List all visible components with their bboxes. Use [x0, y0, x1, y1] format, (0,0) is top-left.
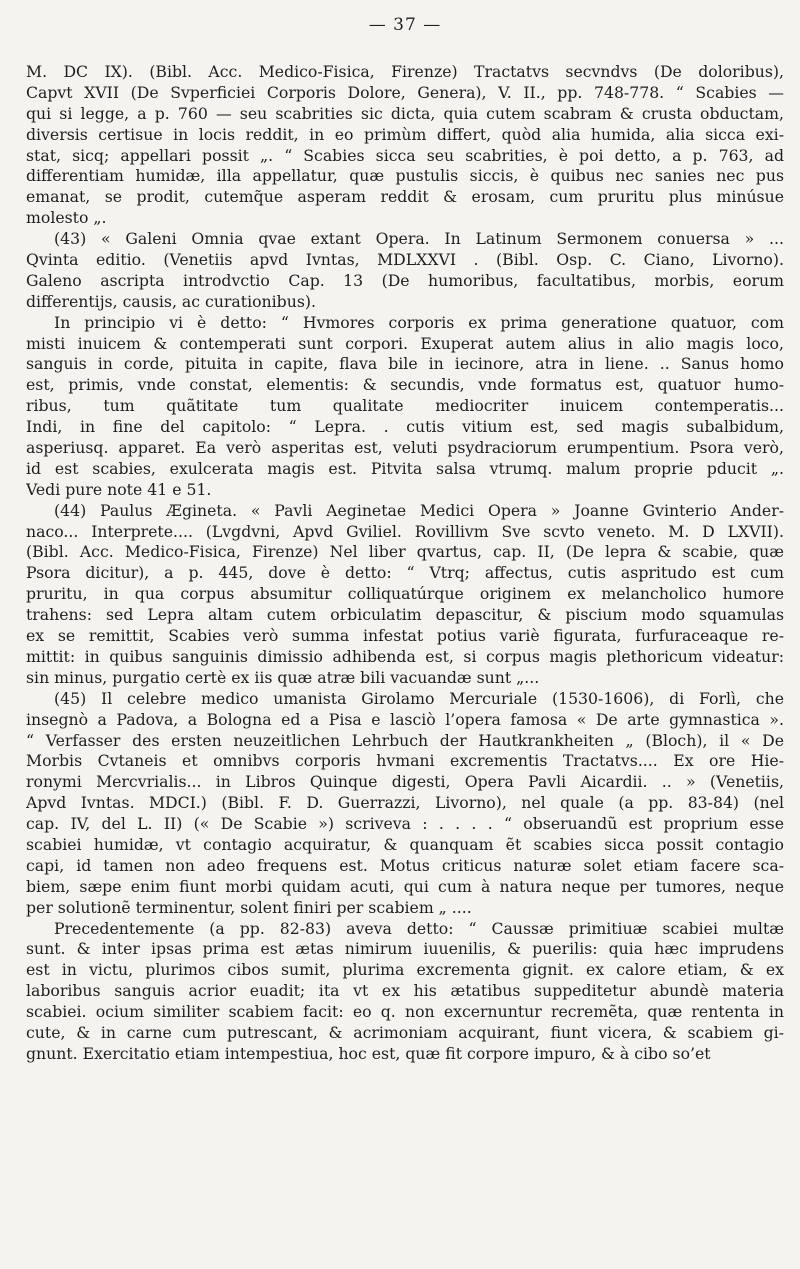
text-line: biem, sæpe enim fiunt morbi quidam acuti, qui cum à natura neque per tumores, neque: [26, 876, 784, 896]
text-line: est, primis, vnde constat, elementis: & secundis, vnde formatus est, quatuor humo-: [26, 375, 784, 395]
text-line: pruritu, in qua corpus absumitur colliquatúrque originem ex melancholico humore: [26, 584, 784, 604]
text-line: diversis certisue in locis reddit, in eo primùm differt, quòd alia humida, alia sicca exi-: [26, 124, 784, 144]
text-line: sin minus, purgatio certè ex iis quæ atræ bili vacuandæ sunt „...: [26, 667, 540, 687]
text-line: molesto „.: [26, 208, 107, 228]
text-line: sunt. & inter ipsas prima est ætas nimirum iuuenilis, & puerilis: quia hæc imprudens: [26, 939, 784, 959]
text-line: ribus, tum quãtitate tum qualitate mediocriter inuicem contemperatis...: [26, 396, 784, 416]
text-line: mittit: in quibus sanguinis dimissio adhibenda est, si corpus magis plethoricum videatur:: [26, 646, 784, 666]
text-line: (44) Paulus Ægineta. « Pavli Aeginetae Medici Opera » Joanne Gvinterio Ander-: [54, 500, 784, 520]
text-line: laboribus sanguis acrior euadit; ita vt ex his ætatibus suppeditetur abundè materia: [26, 981, 784, 1001]
text-line: gnunt. Exercitatio etiam intempestiua, hoc est, quæ fit corpore impuro, & à cibo so’et: [26, 1043, 711, 1063]
text-line: trahens: sed Lepra altam cutem orbiculatim depascitur, & piscium modo squamulas: [26, 605, 784, 625]
text-line: Qvinta editio. (Venetiis apvd Ivntas, MDLXXVI . (Bibl. Osp. C. Ciano, Livorno).: [26, 250, 784, 270]
paragraph-p2: [26, 229, 784, 313]
paragraph-p1: [26, 62, 784, 229]
document-page: [26, 14, 784, 1065]
text-line: Vedi pure note 41 e 51.: [26, 479, 212, 499]
text-line: Morbis Cvtaneis et omnibvs corporis hvmani excrementis Tractatvs.... Ex ore Hie-: [26, 751, 784, 771]
text-line: ex se remittit, Scabies verò summa infestat potius variè figurata, furfuraceaque re-: [26, 626, 784, 646]
text-line: emanat, se prodit, cutemq̃ue asperam reddit & erosam, cum pruritu plus minúsue: [26, 187, 784, 207]
text-line: (45) Il celebre medico umanista Girolamo Mercuriale (1530-1606), di Forlì, che: [54, 688, 784, 708]
text-line: asperiusq. apparet. Ea verò asperitas est, veluti psydraciorum erumpentium. Psora verò,: [26, 438, 784, 458]
text-line: In principio vi è detto: “ Hvmores corporis ex prima generatione quatuor, com: [54, 312, 784, 332]
text-line: cap. IV, del L. II) (« De Scabie ») scriveva : . . . . “ obseruandũ est proprium esse: [26, 814, 784, 834]
paragraph-p5: [26, 689, 784, 919]
text-line: per solutionẽ terminentur, solent finiri per scabiem „ ....: [26, 897, 472, 917]
text-line: Galeno ascripta introdvctio Cap. 13 (De humoribus, facultatibus, morbis, eorum: [26, 270, 784, 290]
text-line: ronymi Mercvrialis... in Libros Quinque digesti, Opera Pavli Aicardii. .. » (Venetiis,: [26, 772, 784, 792]
text-line: “ Verfasser des ersten neuzeitlichen Lehrbuch der Hautkrankheiten „ (Bloch), il « De: [26, 730, 784, 750]
text-line: scabiei. ocium similiter scabiem facit: eo q. non excernuntur recremẽta, quæ rententa in: [26, 1002, 784, 1022]
text-line: insegnò a Padova, a Bologna ed a Pisa e lasciò l’opera famosa « De arte gymnastica ».: [26, 709, 784, 729]
text-line: Apvd Ivntas. MDCI.) (Bibl. F. D. Guerrazzi, Livorno), nel quale (a pp. 83-84) (nel: [26, 793, 784, 813]
text-line: differentijs, causis, ac curationibus).: [26, 291, 316, 311]
text-line: capi, id tamen non adeo frequens est. Motus criticus naturæ solet etiam facere sca-: [26, 855, 784, 875]
text-line: Psora dicitur), a p. 445, dove è detto: “ Vtrq; affectus, cutis aspritudo est cum: [26, 563, 784, 583]
paragraph-p6: [26, 919, 784, 1065]
text-line: M. DC IX). (Bibl. Acc. Medico-Fisica, Firenze) Tractatvs secvndvs (De doloribus),: [26, 62, 784, 81]
text-body: [26, 62, 784, 1065]
text-line: misti inuicem & contemperati sunt corpori. Exuperat autem alius in alio magis loco,: [26, 333, 784, 353]
text-line: Indi, in fine del capitolo: “ Lepra. . cutis vitium est, sed magis subalbidum,: [26, 417, 784, 437]
text-line: id est scabies, exulcerata magis est. Pitvita salsa vtrumq. malum proprie pducit „.: [26, 458, 784, 478]
text-line: Capvt XVII (De Svperficiei Corporis Dolore, Genera), V. II., pp. 748-778. “ Scabies —: [26, 82, 784, 102]
text-line: (43) « Galeni Omnia qvae extant Opera. In Latinum Sermonem conuersa » ...: [54, 229, 784, 249]
text-line: stat, sicq; appellari possit „. “ Scabies sicca seu scabrities, è poi detto, a p. 763, ad: [26, 145, 784, 165]
paragraph-p3: [26, 313, 784, 501]
text-line: Precedentemente (a pp. 82-83) aveva detto: “ Caussæ primitiuæ scabiei multæ: [54, 918, 784, 938]
text-line: naco... Interprete.... (Lvgdvni, Apvd Gviliel. Rovillivm Sve scvto veneto. M. D LXVII).: [26, 521, 784, 541]
paragraph-p4: [26, 501, 784, 689]
page-number: — 37 —: [368, 15, 442, 35]
text-line: scabiei humidæ, vt contagio acquiratur, & quanquam ẽt scabies sicca possit contagio: [26, 834, 784, 854]
text-line: cute, & in carne cum putrescant, & acrimoniam acquirant, fiunt vicera, & scabiem gi-: [26, 1022, 784, 1042]
text-line: est in victu, plurimos cibos sumit, plurima excrementa gignit. ex calore etiam, & ex: [26, 960, 784, 980]
text-line: differentiam humidæ, illa appellatur, quæ pustulis siccis, è quibus nec sanies nec pus: [26, 166, 784, 186]
text-line: qui si legge, a p. 760 — seu scabrities sic dicta, quia cutem scabram & crusta obductam,: [26, 103, 784, 123]
text-line: sanguis in corde, pituita in capite, flava bile in iecinore, atra in liene. .. Sanus homo: [26, 354, 784, 374]
text-line: (Bibl. Acc. Medico-Fisica, Firenze) Nel liber qvartus, cap. II, (De lepra & scabie, quæ: [26, 542, 784, 562]
